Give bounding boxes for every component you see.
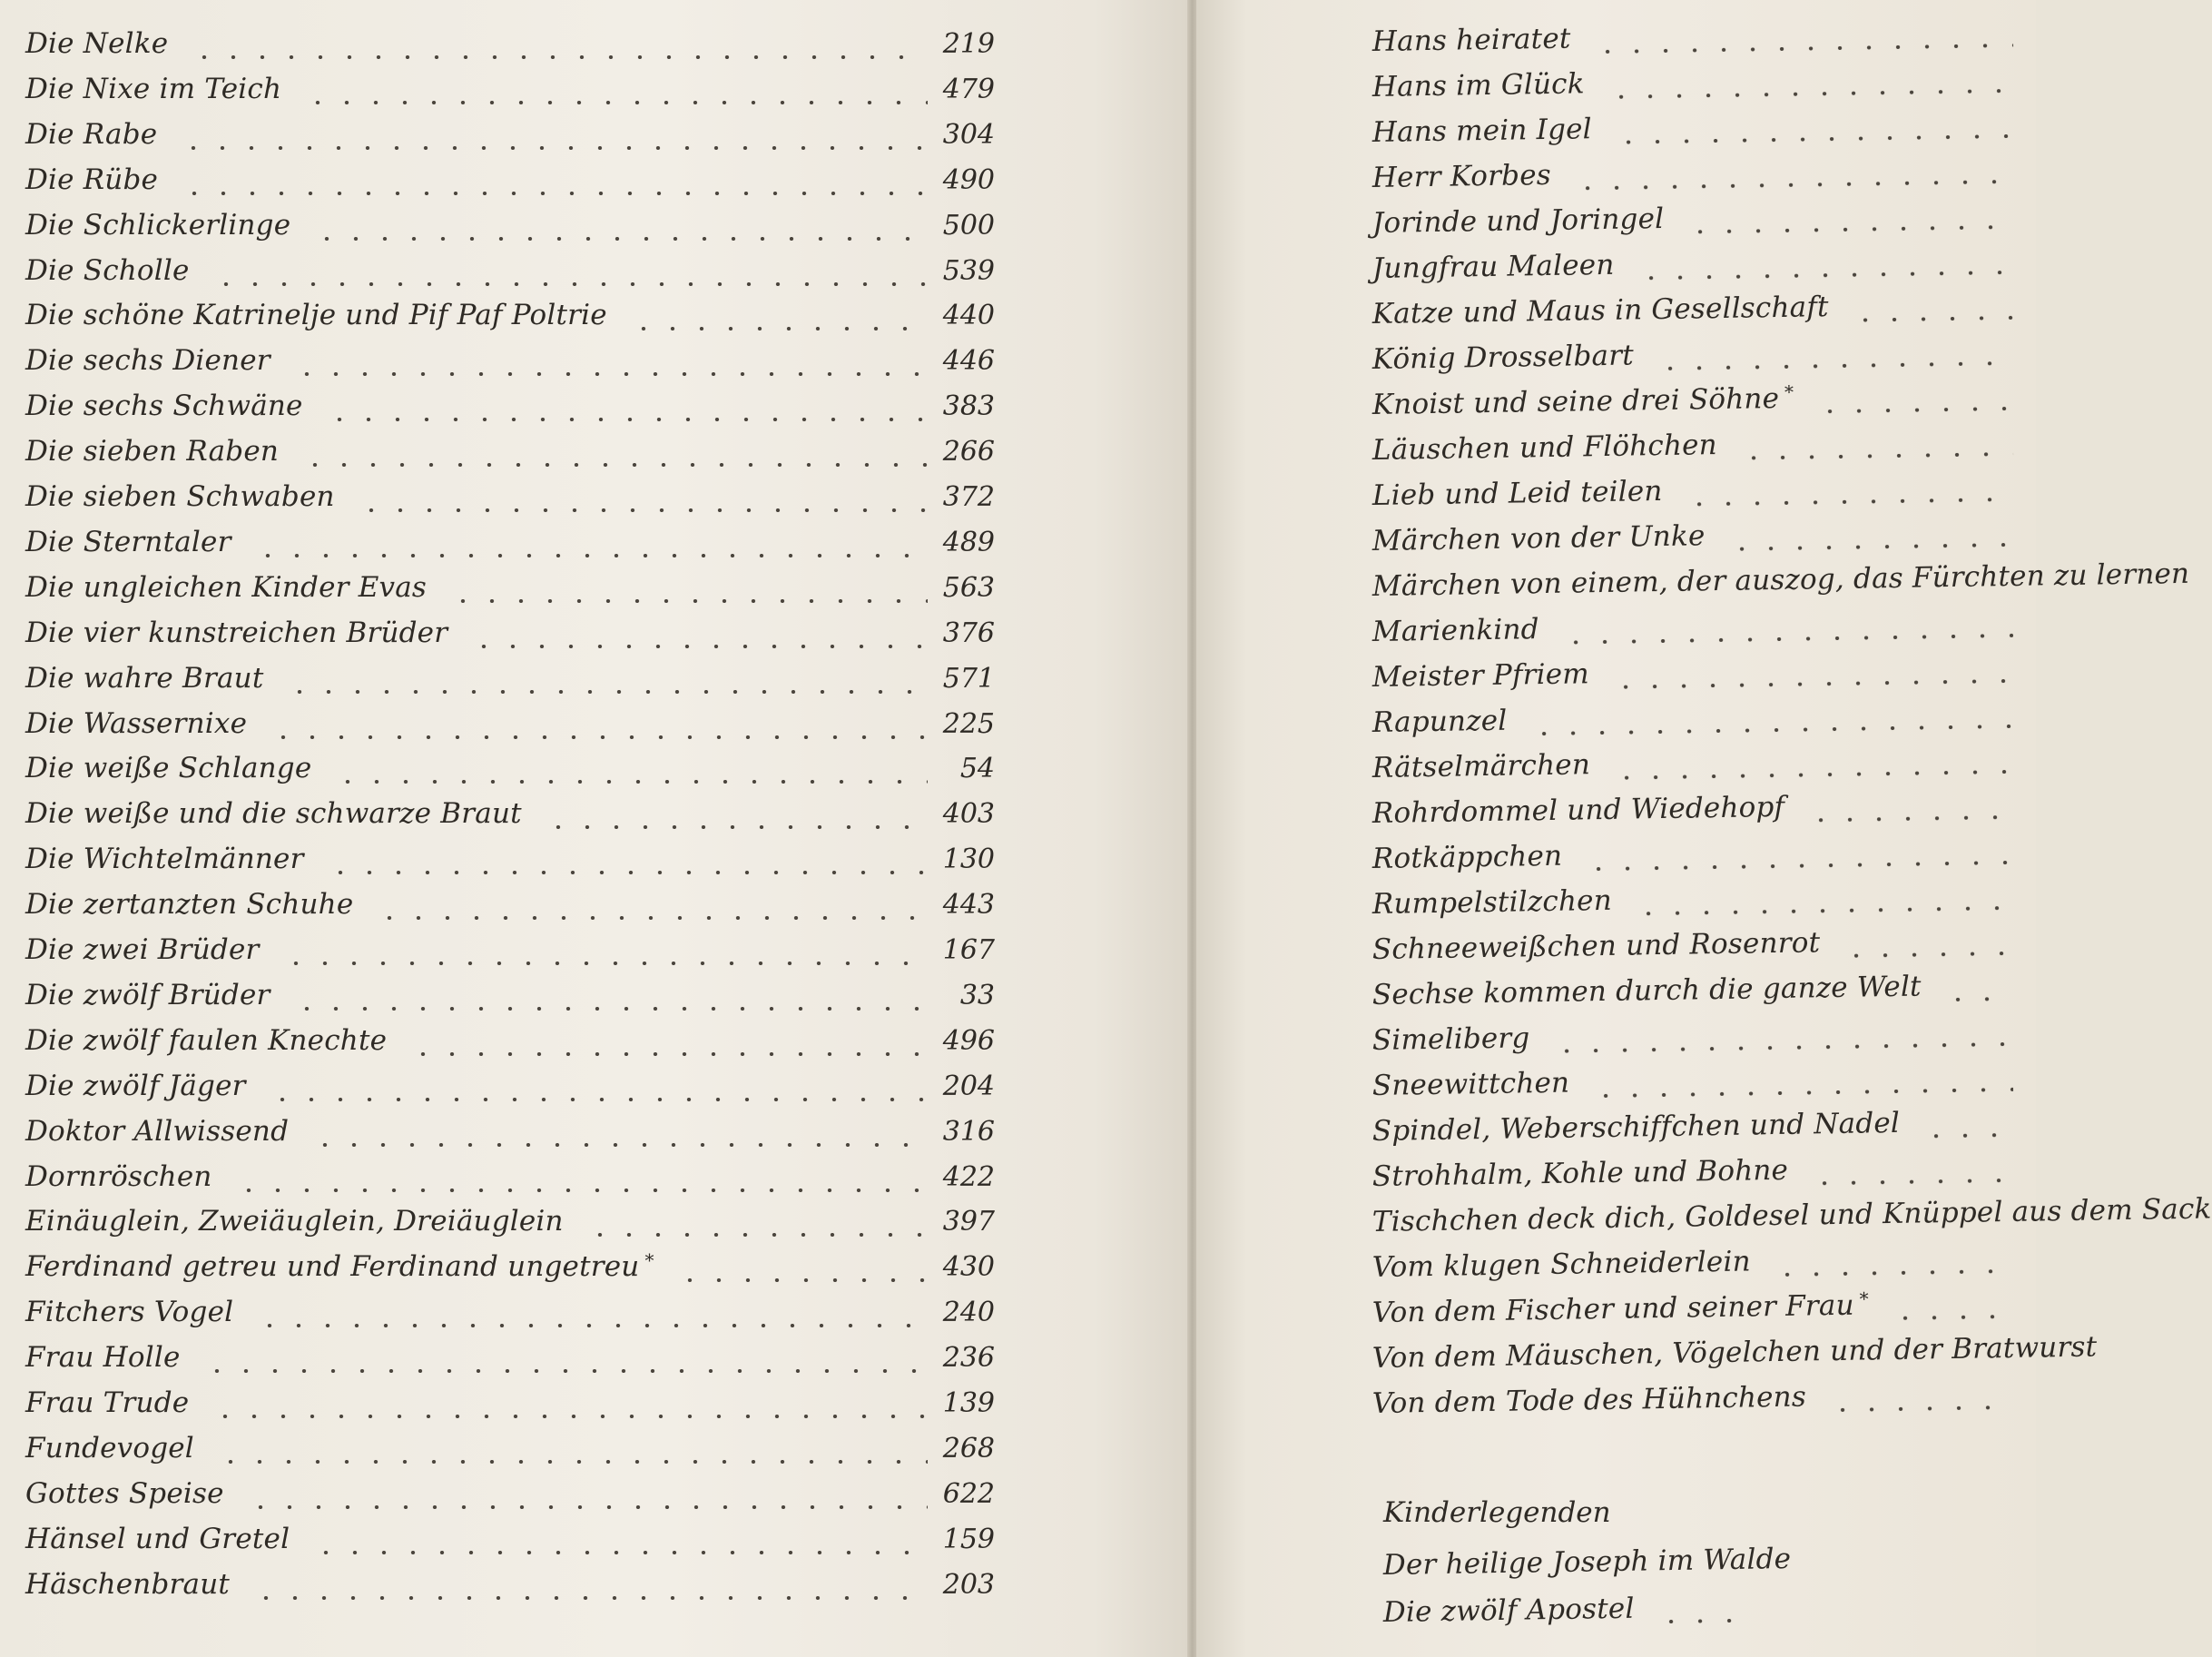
toc-entry-title: Die Sterntaler (25, 525, 231, 558)
toc-entry (25, 480, 995, 526)
toc-entry-title: Vom klugen Schneiderlein (1371, 1245, 1751, 1284)
toc-entry (25, 1477, 995, 1523)
toc-entry (25, 1341, 995, 1386)
dot-leader (1764, 1269, 2013, 1277)
dot-leader (1602, 679, 2013, 689)
toc-entry (25, 797, 995, 843)
dot-leader (283, 1007, 928, 1011)
toc-entry-title: Katze und Maus in Gesellschaft (1371, 291, 1829, 330)
dot-leader (181, 55, 928, 59)
toc-entry-footnote-mark: * (1784, 380, 1794, 403)
toc-entry-title: Die Rabe (25, 117, 158, 151)
toc-entry-page-number: 383 (942, 390, 995, 423)
toc-entry-title: Die Nixe im Teich (25, 72, 282, 105)
toc-entry-title: Rätselmärchen (1371, 748, 1591, 784)
dot-leader (1718, 543, 2013, 551)
toc-entry-title: Die sieben Raben (25, 435, 280, 468)
toc-entry-page-number: 139 (942, 1387, 995, 1419)
dot-leader (460, 645, 928, 648)
dot-leader (1520, 725, 2013, 736)
toc-entry-title: Die Nelke (25, 27, 169, 60)
toc-entry-title: Märchen von der Unke (1371, 519, 1706, 557)
dot-leader (317, 871, 928, 874)
toc-entry-title: Die weiße Schlange (25, 752, 312, 785)
toc-entry-page-number: 54 (959, 753, 995, 785)
toc-entry-title: Häschenbraut (25, 1567, 231, 1601)
toc-entry-page-number: 563 (942, 571, 995, 604)
toc-entry-title: Marienkind (1371, 613, 1539, 648)
toc-entry-title: Die sechs Diener (25, 344, 270, 378)
toc-entry-title: Die Schlickerlinge (25, 208, 291, 242)
toc-entry-title: Hans im Glück (1371, 67, 1585, 104)
dot-leader (366, 916, 928, 920)
dot-leader (1647, 1619, 1752, 1624)
toc-entry-title: Die vier kunstreichen Brüder (25, 616, 448, 649)
toc-entry-title: Ferdinand getreu und Ferdinand ungetreu (25, 1250, 640, 1284)
toc-entry-footnote-mark: * (1859, 1287, 1869, 1310)
dot-leader (246, 1324, 928, 1327)
toc-entry (25, 1386, 995, 1432)
toc-entry-title: Lieb und Leid teilen (1371, 474, 1663, 512)
toc-entry-page-number: 403 (942, 798, 995, 831)
dot-leader (202, 1415, 928, 1418)
toc-entry-title: Die ungleichen Kinder Evas (25, 570, 428, 604)
toc-entry-title: Die Wassernixe (25, 706, 248, 740)
toc-entry-title: Spindel, Weberschiffchen und Nadel (1371, 1106, 1901, 1148)
section-heading-kinderlegenden: Kinderlegenden (1383, 1496, 1611, 1529)
toc-entry (25, 616, 995, 662)
dot-leader (348, 508, 928, 512)
dot-leader (244, 554, 928, 557)
toc-entry-page-number: 376 (942, 616, 995, 649)
toc-entry-title: Die zwei Brüder (25, 933, 260, 966)
dot-leader (303, 237, 928, 241)
toc-entry-title: Fitchers Vogel (25, 1296, 234, 1329)
toc-entry (25, 1432, 995, 1477)
toc-entry-title: Märchen von einem, der auszog, das Fürchten zu lernen (1371, 557, 2190, 603)
dot-leader (1603, 770, 2013, 780)
toc-entry-page-number: 203 (942, 1568, 995, 1601)
toc-entry (25, 1070, 995, 1115)
dot-leader (1627, 271, 2013, 281)
toc-entry-title: Die schöne Katrinelje und Pif Paf Poltrie (25, 299, 607, 332)
toc-entry-title: Simeliberg (1371, 1021, 1530, 1057)
toc-entry (25, 979, 995, 1024)
toc-entry-title: Von dem Mäuschen, Vögelchen und der Bratwurst (1371, 1330, 2098, 1375)
dot-leader (193, 1369, 928, 1373)
toc-entry-title: Von dem Tode des Hühnchens (1371, 1380, 1807, 1420)
toc-entry (25, 163, 995, 209)
toc-entry-title: Sneewittchen (1371, 1066, 1570, 1102)
toc-entry (25, 1115, 995, 1160)
dot-leader (301, 1143, 928, 1147)
dot-leader (259, 1098, 928, 1101)
toc-entry-title: Tischchen deck dich, Goldesel und Knüppel aus dem Sack (1371, 1192, 2212, 1238)
dot-leader (225, 1189, 928, 1192)
dot-leader (399, 1052, 928, 1056)
toc-entry-title: Von dem Fischer und seiner Frau (1371, 1288, 1855, 1329)
toc-entry-page-number: 446 (942, 345, 995, 378)
toc-entry (1372, 1377, 2027, 1433)
toc-entry-title: Die zwölf Apostel (1382, 1592, 1635, 1629)
toc-entry-title: Doktor Allwissend (25, 1114, 290, 1148)
toc-entry (25, 1296, 995, 1341)
toc-entry (25, 571, 995, 616)
toc-entry (25, 390, 995, 435)
toc-entry-page-number: 539 (942, 254, 995, 287)
toc-entry-page-number: 622 (942, 1477, 995, 1510)
toc-entry-title: Die wahre Braut (25, 661, 264, 695)
dot-leader (260, 735, 928, 739)
dot-leader (1564, 180, 2013, 191)
toc-entry-title: Rapunzel (1371, 704, 1508, 739)
dot-leader (283, 372, 928, 376)
dot-leader (1582, 1088, 2013, 1098)
toc-entry-page-number: 496 (942, 1024, 995, 1057)
dot-leader (1882, 1315, 2013, 1320)
toc-entry-title: Die zwölf Jäger (25, 1069, 246, 1102)
toc-entry-page-number: 240 (942, 1297, 995, 1329)
toc-entry (25, 707, 995, 753)
toc-entry (25, 526, 995, 571)
toc-entry (25, 27, 995, 73)
toc-entry-title: Dornröschen (25, 1159, 212, 1193)
toc-entry-footnote-mark: * (644, 1249, 654, 1272)
toc-entry (25, 1205, 995, 1250)
toc-entry-title: Der heilige Joseph im Walde (1382, 1542, 1792, 1582)
toc-entry (25, 254, 995, 300)
dot-leader (1605, 134, 2013, 144)
toc-entry-page-number: 479 (942, 73, 995, 105)
toc-entry-page-number: 266 (942, 436, 995, 468)
toc-entry-title: Frau Trude (25, 1386, 190, 1419)
dot-leader (1575, 861, 2013, 872)
dot-leader (1833, 952, 2013, 958)
dot-leader (276, 690, 928, 694)
dot-leader (1819, 1405, 2013, 1412)
dot-leader (207, 1460, 928, 1464)
toc-entry (25, 1523, 995, 1568)
toc-entry-title: Schneeweißchen und Rosenrot (1371, 926, 1821, 966)
toc-entry-title: Die Wichtelmänner (25, 843, 304, 876)
toc-entry-page-number: 397 (942, 1206, 995, 1238)
toc-entry-title: Rumpelstilzchen (1371, 883, 1613, 921)
toc-entry (25, 1250, 995, 1296)
dot-leader (1543, 1042, 2013, 1053)
toc-entry (25, 344, 995, 390)
dot-leader (237, 1505, 928, 1509)
dot-leader (1806, 407, 2013, 414)
dot-leader (1801, 1179, 2013, 1186)
toc-entry-title: Die weiße und die schwarze Braut (25, 797, 522, 831)
dot-leader (324, 780, 928, 784)
dot-leader (576, 1233, 928, 1237)
dot-leader (294, 101, 928, 104)
toc-entry-title: Hänsel und Gretel (25, 1522, 290, 1555)
toc-entry (1382, 1542, 1792, 1594)
dot-leader (202, 282, 928, 286)
toc-entry-title: Läuschen und Flöhchen (1371, 429, 1718, 467)
toc-entry-title: König Drosselbart (1371, 339, 1635, 376)
toc-entry-title: Frau Holle (25, 1341, 181, 1375)
toc-entry-title: Hans heiratet (1371, 22, 1571, 58)
toc-entry (25, 1024, 995, 1070)
toc-entry-title: Knoist und seine drei Söhne (1371, 381, 1780, 421)
toc-entry (25, 933, 995, 979)
toc-entry-title: Die sieben Schwaben (25, 480, 335, 513)
dot-leader (302, 1551, 928, 1554)
toc-entry-title: Sechse kommen durch die ganze Welt (1371, 970, 1922, 1011)
dot-leader (666, 1278, 928, 1282)
dot-leader (272, 962, 928, 965)
dot-leader (242, 1596, 928, 1600)
dot-leader (1552, 634, 2013, 645)
toc-entry-page-number: 430 (942, 1251, 995, 1284)
dot-leader (1730, 452, 2013, 460)
dot-leader (535, 825, 928, 829)
toc-entry-title: Gottes Speise (25, 1476, 224, 1510)
toc-entry-page-number: 225 (942, 707, 995, 740)
right-page (1196, 0, 2212, 1657)
dot-leader (1676, 225, 2013, 234)
toc-entry-title: Meister Pfriem (1371, 657, 1590, 694)
toc-entry-title: Hans mein Igel (1371, 113, 1593, 149)
toc-entry (25, 1568, 995, 1613)
toc-entry (25, 299, 995, 344)
toc-entry (25, 1160, 995, 1206)
toc-entry (25, 662, 995, 707)
toc-entry-page-number: 440 (942, 300, 995, 332)
dot-leader (1625, 906, 2013, 916)
dot-leader (170, 146, 928, 150)
dot-leader (291, 463, 928, 467)
toc-entry-title: Die zwölf faulen Knechte (25, 1023, 388, 1057)
toc-entry-title: Rotkäppchen (1371, 839, 1563, 875)
dot-leader (316, 418, 928, 421)
toc-entry (25, 118, 995, 163)
toc-entry-page-number: 159 (942, 1523, 995, 1555)
toc-entry-title: Rohrdommel und Wiedehopf (1371, 790, 1785, 830)
dot-leader (1676, 498, 2013, 507)
toc-entry-page-number: 204 (942, 1070, 995, 1102)
toc-entry (25, 209, 995, 254)
toc-entry-title: Die sechs Schwäne (25, 390, 303, 423)
toc-entry-title: Die Rübe (25, 163, 159, 196)
toc-entry-page-number: 489 (942, 526, 995, 558)
dot-leader (1912, 1133, 2013, 1139)
toc-entry-page-number: 304 (942, 118, 995, 151)
toc-entry-title: Einäuglein, Zweiäuglein, Dreiäuglein (25, 1205, 564, 1238)
toc-entry-page-number: 268 (942, 1432, 995, 1465)
dot-leader (1797, 815, 2013, 823)
toc-entry-page-number: 372 (942, 481, 995, 513)
toc-entry-page-number: 571 (942, 662, 995, 695)
toc-entry (25, 435, 995, 480)
toc-entry-title: Die Scholle (25, 253, 190, 287)
toc-entry-page-number: 167 (942, 934, 995, 966)
toc-entry (25, 752, 995, 797)
dot-leader (1934, 997, 2013, 1001)
dot-leader (1584, 44, 2013, 54)
toc-entry-page-number: 500 (942, 209, 995, 242)
toc-entry-title: Strohhalm, Kohle und Bohne (1371, 1153, 1789, 1193)
toc-entry-page-number: 422 (942, 1160, 995, 1193)
dot-leader (439, 599, 928, 603)
toc-entry-page-number: 33 (959, 979, 995, 1011)
toc-entry (25, 73, 995, 118)
toc-entry (25, 888, 995, 933)
toc-entry-title: Jungfrau Maleen (1371, 248, 1615, 285)
toc-entry-title: Herr Korbes (1371, 158, 1552, 194)
dot-leader (1842, 316, 2013, 322)
toc-entry (1383, 1590, 1765, 1642)
toc-entry-title: Fundevogel (25, 1431, 194, 1465)
toc-entry-page-number: 490 (942, 163, 995, 196)
toc-entry-page-number: 236 (942, 1342, 995, 1375)
toc-entry-page-number: 130 (942, 843, 995, 876)
dot-leader (171, 192, 928, 195)
dot-leader (1598, 89, 2013, 99)
toc-entry-title: Die zwölf Brüder (25, 978, 270, 1011)
toc-entry-page-number: 219 (942, 28, 995, 60)
toc-entry-title: Jorinde und Joringel (1371, 202, 1665, 240)
toc-entry-title: Die zertanzten Schuhe (25, 888, 354, 922)
dot-leader (1647, 361, 2013, 370)
toc-entry-page-number: 443 (942, 889, 995, 922)
toc-entry-page-number: 316 (942, 1115, 995, 1148)
dot-leader (620, 327, 928, 330)
toc-entry (25, 843, 995, 888)
